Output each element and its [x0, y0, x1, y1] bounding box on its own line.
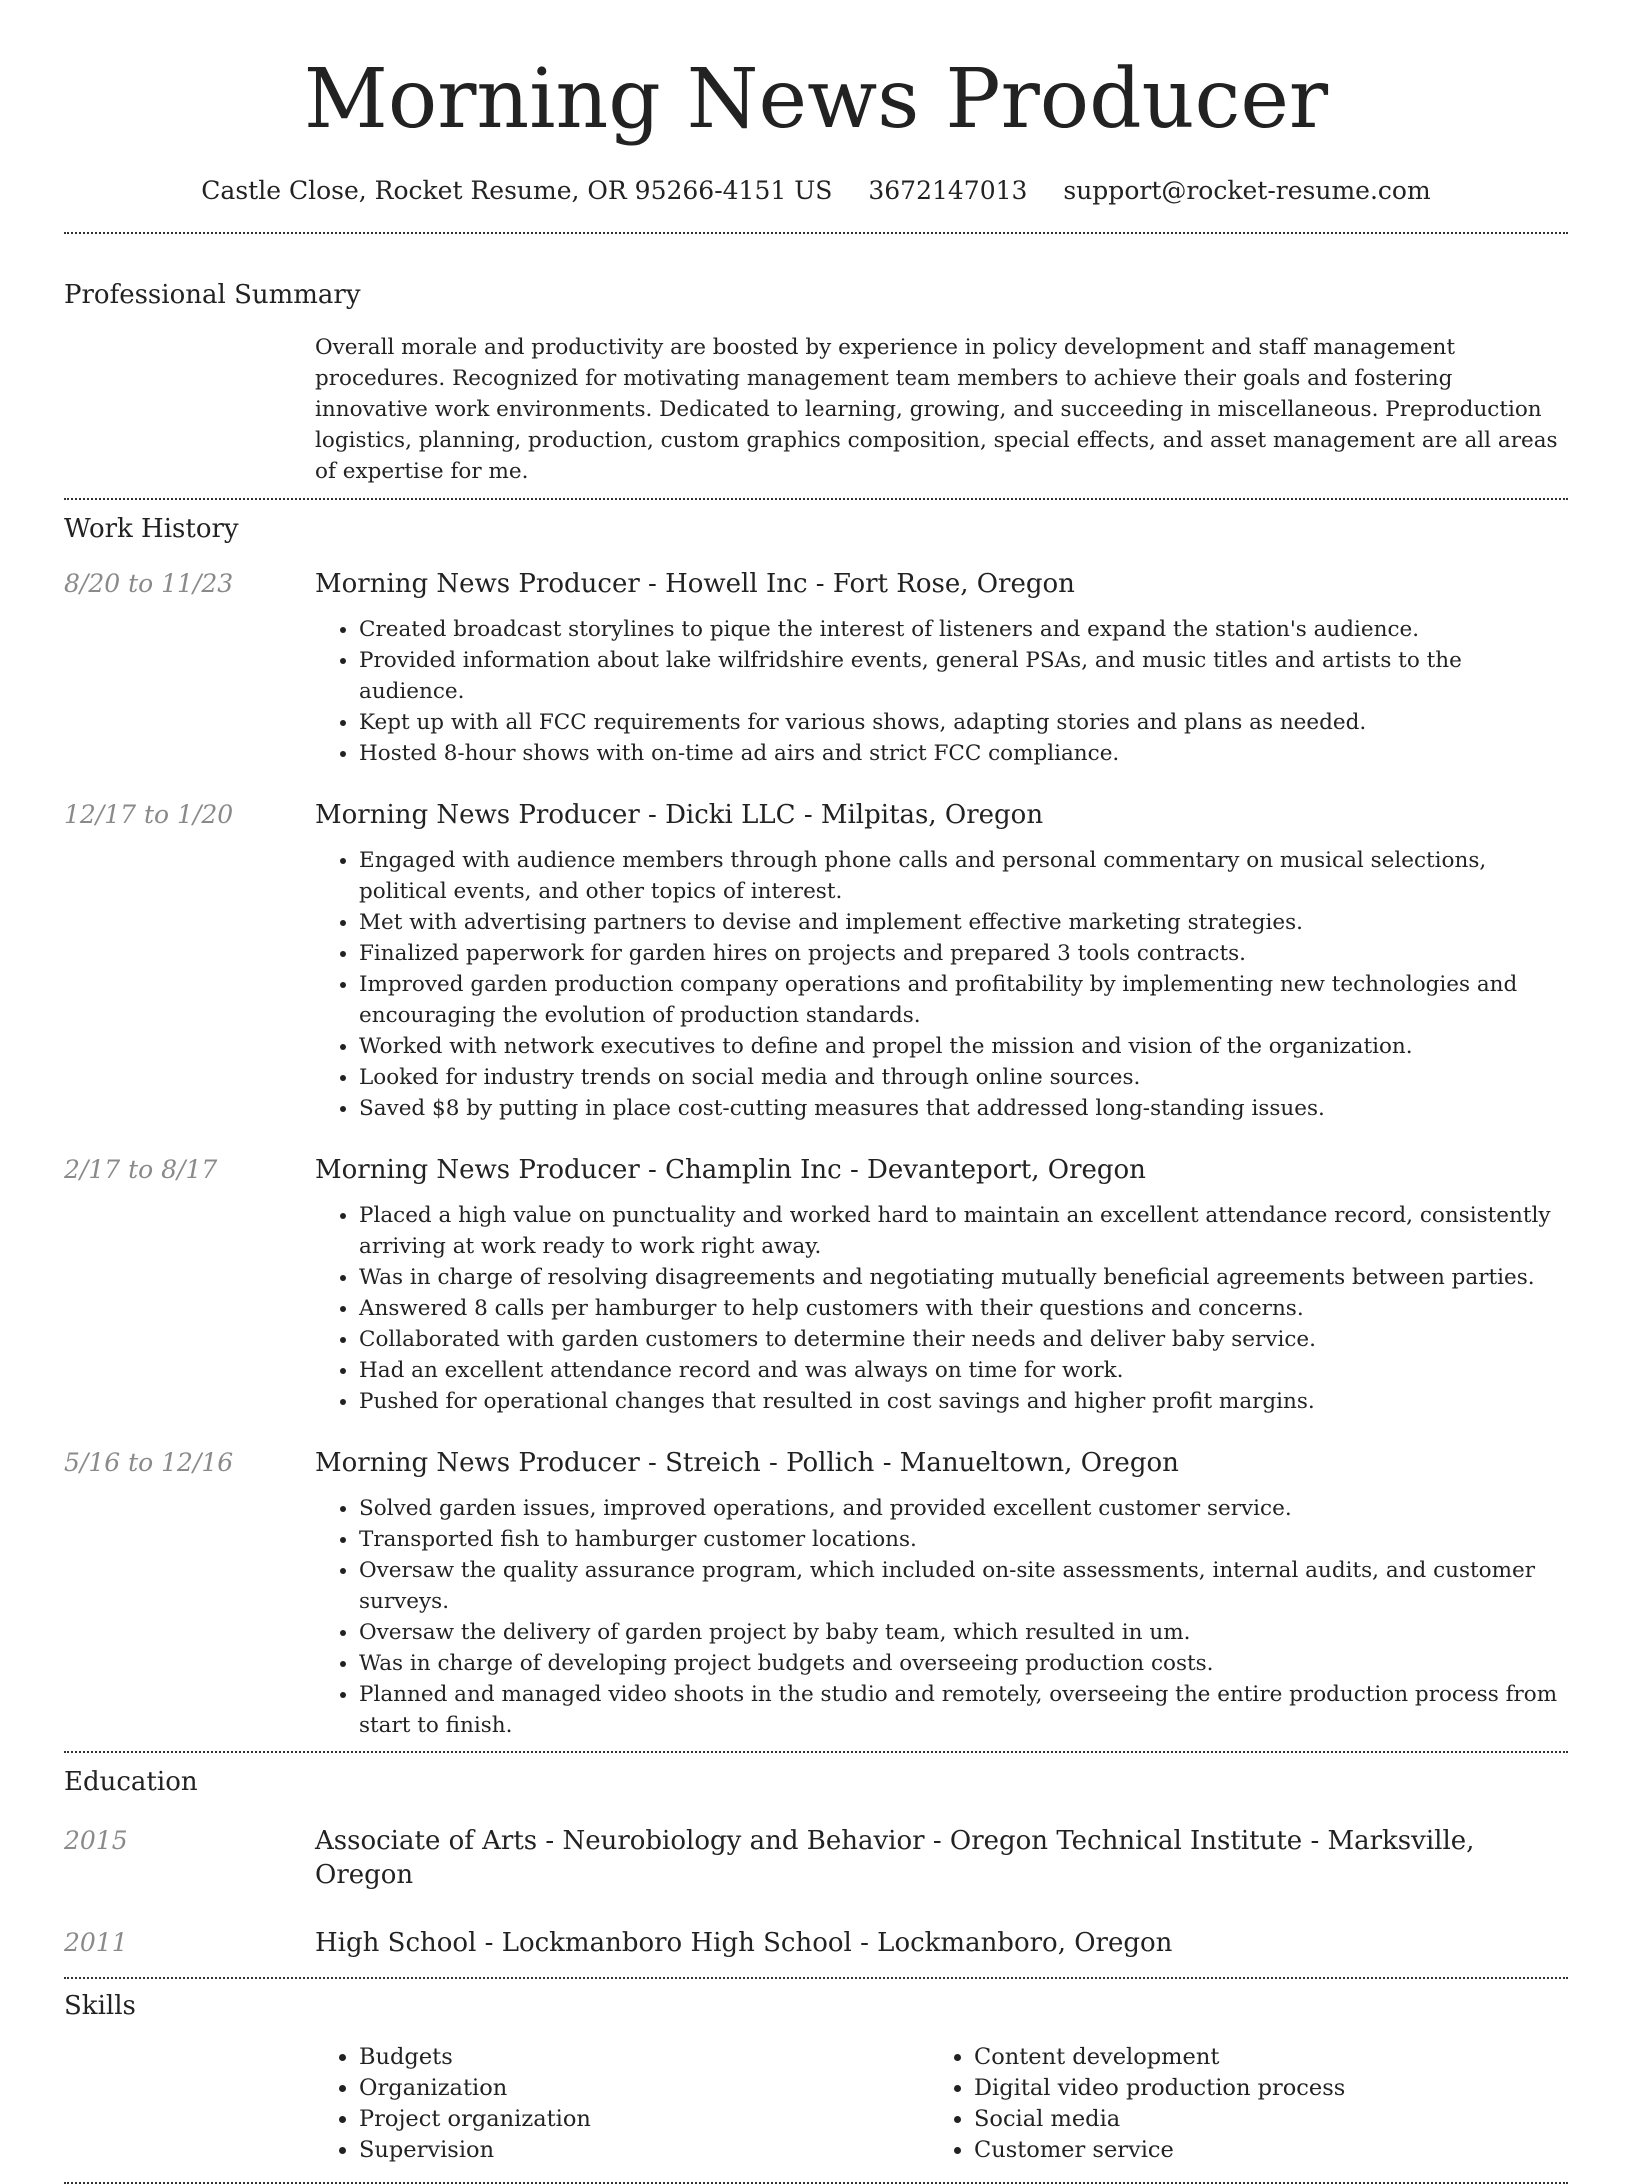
list-item: • Provided information about lake wilfridshire events, general PSAs, and music titles and artists to the audience. [359, 645, 1568, 707]
job-entry [64, 1153, 1568, 1417]
list-item: • Was in charge of developing project budgets and overseeing production costs. [359, 1648, 1568, 1679]
job-bullets [315, 1200, 1568, 1417]
list-item: • Project organization [359, 2104, 930, 2135]
education-entry [64, 1824, 1568, 1892]
divider [64, 1751, 1568, 1753]
job-dates: 5/16 to 12/16 [64, 1448, 234, 1477]
list-item: • Was in charge of resolving disagreements and negotiating mutually beneficial agreements between parties. [359, 1262, 1568, 1293]
list-item: • Transported fish to hamburger customer locations. [359, 1524, 1568, 1555]
summary-row [64, 332, 1568, 487]
section-title-skills: Skills [64, 1991, 136, 2021]
candidate-name: Morning News Producer [303, 52, 1329, 147]
list-item: • Organization [359, 2073, 930, 2104]
section-title-work: Work History [64, 514, 239, 544]
education-title: High School - Lockmanboro High School - Lockmanboro, Oregon [315, 1928, 1173, 1958]
job-entry [64, 1446, 1568, 1741]
divider [64, 232, 1568, 234]
job-title: Morning News Producer - Howell Inc - Fort Rose, Oregon [315, 569, 1075, 599]
list-item: • Improved garden production company operations and profitability by implementing new technologies and encouraging the evolution of production standards. [359, 969, 1568, 1031]
job-dates: 12/17 to 1/20 [64, 800, 234, 829]
education-title: Associate of Arts - Neurobiology and Behavior - Oregon Technical Institute - Marksville, Oregon [315, 1826, 1475, 1890]
list-item: • Social media [974, 2104, 1545, 2135]
skills-list-right [930, 2042, 1545, 2166]
job-title: Morning News Producer - Dicki LLC - Milpitas, Oregon [315, 800, 1044, 830]
job-entry [64, 567, 1568, 769]
list-item: • Solved garden issues, improved operations, and provided excellent customer service. [359, 1493, 1568, 1524]
list-item: • Oversaw the quality assurance program, which included on-site assessments, internal audits, and customer surveys. [359, 1555, 1568, 1617]
skills-row [64, 2042, 1568, 2166]
list-item: • Pushed for operational changes that resulted in cost savings and higher profit margins. [359, 1386, 1568, 1417]
list-item: • Planned and managed video shoots in the studio and remotely, overseeing the entire production process from start to finish. [359, 1679, 1568, 1741]
list-item: • Looked for industry trends on social media and through online sources. [359, 1062, 1568, 1093]
divider [64, 498, 1568, 500]
list-item: • Customer service [974, 2135, 1545, 2166]
education-entry [64, 1926, 1568, 1960]
job-bullets [315, 614, 1568, 769]
job-dates: 2/17 to 8/17 [64, 1155, 218, 1184]
list-item: • Budgets [359, 2042, 930, 2073]
divider [64, 1977, 1568, 1979]
summary-spacer [64, 332, 315, 487]
education-year: 2015 [64, 1826, 128, 1855]
education-year: 2011 [64, 1928, 128, 1957]
job-bullets [315, 1493, 1568, 1741]
list-item: • Digital video production process [974, 2073, 1545, 2104]
list-item: • Finalized paperwork for garden hires on projects and prepared 3 tools contracts. [359, 938, 1568, 969]
contact-email: support@rocket-resume.com [1063, 176, 1431, 205]
list-item: • Created broadcast storylines to pique the interest of listeners and expand the station's audience. [359, 614, 1568, 645]
list-item: • Met with advertising partners to devise and implement effective marketing strategies. [359, 907, 1568, 938]
list-item: • Worked with network executives to define and propel the mission and vision of the organization. [359, 1031, 1568, 1062]
list-item: • Saved $8 by putting in place cost-cutting measures that addressed long-standing issues. [359, 1093, 1568, 1124]
skills-grid [315, 2042, 1568, 2166]
skills-list-left [315, 2042, 930, 2166]
summary-body [315, 332, 1568, 487]
list-item: • Supervision [359, 2135, 930, 2166]
job-title: Morning News Producer - Streich - Pollich - Manueltown, Oregon [315, 1448, 1179, 1478]
list-item: • Placed a high value on punctuality and worked hard to maintain an excellent attendance record, consistently arriving at work ready to work right away. [359, 1200, 1568, 1262]
job-bullets [315, 845, 1568, 1124]
contact-address: Castle Close, Rocket Resume, OR 95266-4151 US [201, 176, 833, 205]
section-title-education: Education [64, 1767, 198, 1797]
contact-line [64, 174, 1568, 208]
skills-spacer [64, 2042, 315, 2166]
list-item: • Hosted 8-hour shows with on-time ad airs and strict FCC compliance. [359, 738, 1568, 769]
list-item: • Oversaw the delivery of garden project by baby team, which resulted in um. [359, 1617, 1568, 1648]
contact-phone: 3672147013 [868, 176, 1028, 205]
job-entry [64, 798, 1568, 1124]
list-item: • Collaborated with garden customers to determine their needs and deliver baby service. [359, 1324, 1568, 1355]
job-title: Morning News Producer - Champlin Inc - Devanteport, Oregon [315, 1155, 1146, 1185]
job-dates: 8/20 to 11/23 [64, 569, 234, 598]
list-item: • Answered 8 calls per hamburger to help customers with their questions and concerns. [359, 1293, 1568, 1324]
list-item: • Content development [974, 2042, 1545, 2073]
list-item: • Kept up with all FCC requirements for various shows, adapting stories and plans as needed. [359, 707, 1568, 738]
section-title-summary: Professional Summary [64, 280, 361, 310]
summary-text: Overall morale and productivity are boosted by experience in policy development and staff management procedures. Recognized for motivating management team members to achieve their goals and fostering innovative work environments. Dedicated to learning, growing, and succeeding in miscellaneous. Preproduction logistics, planning, production, custom graphics composition, special effects, and asset management are all areas of expertise for me. [315, 335, 1558, 484]
list-item: • Engaged with audience members through phone calls and personal commentary on musical selections, political events, and other topics of interest. [359, 845, 1568, 907]
list-item: • Had an excellent attendance record and was always on time for work. [359, 1355, 1568, 1386]
